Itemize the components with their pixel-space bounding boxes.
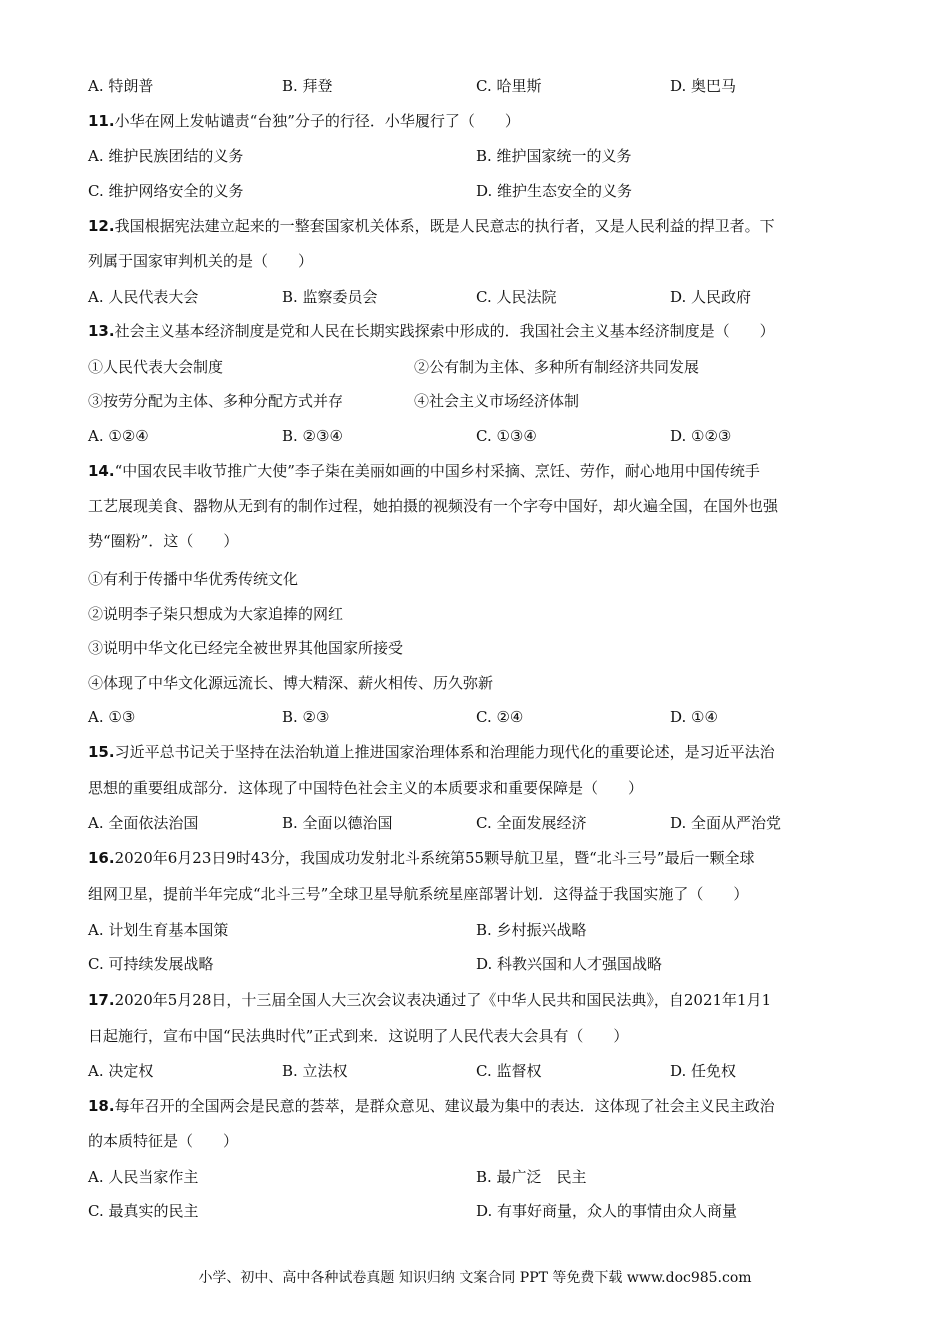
q13-option-a: A. ①②④ bbox=[88, 427, 149, 445]
q15-stem-line-2: 思想的重要组成部分．这体现了中国特色社会主义的本质要求和重要保障是（ ） bbox=[88, 779, 644, 797]
q18-option-d: D. 有事好商量，众人的事情由众人商量 bbox=[476, 1202, 738, 1220]
q15-option-c: C. 全面发展经济 bbox=[476, 814, 587, 832]
q12-stem-line-2: 列属于国家审判机关的是（ ） bbox=[88, 252, 314, 270]
q17-option-b: B. 立法权 bbox=[282, 1062, 348, 1080]
q15-option-d: D. 全面从严治党 bbox=[670, 814, 782, 832]
q12-number: 12. bbox=[88, 217, 115, 235]
q14-option-a: A. ①③ bbox=[88, 708, 136, 726]
q11-number: 11. bbox=[88, 112, 115, 130]
q11-option-d: D. 维护生态安全的义务 bbox=[476, 182, 633, 200]
q14-option-b: B. ②③ bbox=[282, 708, 330, 726]
q13-stem bbox=[88, 321, 775, 341]
q18-option-c: C. 最真实的民主 bbox=[88, 1202, 199, 1220]
q10-option-b: B. 拜登 bbox=[282, 77, 333, 95]
q13-number: 13. bbox=[88, 322, 115, 340]
q11-option-a: A. 维护民族团结的义务 bbox=[88, 147, 244, 165]
q11-option-b: B. 维护国家统一的义务 bbox=[476, 147, 632, 165]
q14-item-4: ④体现了中华文化源远流长、博大精深、薪火相传、历久弥新 bbox=[88, 674, 494, 692]
q14-number: 14. bbox=[88, 462, 115, 480]
q12-stem bbox=[88, 216, 775, 236]
q14-item-2: ②说明李子柒只想成为大家追捧的网红 bbox=[88, 605, 344, 623]
q16-option-c: C. 可持续发展战略 bbox=[88, 955, 214, 973]
q12-option-b: B. 监察委员会 bbox=[282, 288, 378, 306]
q16-option-d: D. 科教兴国和人才强国战略 bbox=[476, 955, 663, 973]
q17-stem bbox=[88, 990, 771, 1010]
q12-option-c: C. 人民法院 bbox=[476, 288, 557, 306]
q15-stem-line-1: 习近平总书记关于坚持在法治轨道上推进国家治理体系和治理能力现代化的重要论述，是习近平法治 bbox=[114, 743, 775, 761]
q14-item-1: ①有利于传播中华优秀传统文化 bbox=[88, 570, 299, 588]
q11-stem bbox=[88, 111, 520, 131]
q14-option-d: D. ①④ bbox=[670, 708, 718, 726]
q13-item-2: ②公有制为主体、多种所有制经济共同发展 bbox=[414, 358, 700, 376]
q14-item-3: ③说明中华文化已经完全被世界其他国家所接受 bbox=[88, 639, 404, 657]
q13-stem-text: 社会主义基本经济制度是党和人民在长期实践探索中形成的．我国社会主义基本经济制度是（ ） bbox=[114, 322, 775, 340]
q17-number: 17. bbox=[88, 991, 115, 1009]
q16-stem-line-1: 2020年6月23日9时43分，我国成功发射北斗系统第55颗导航卫星，暨“北斗三号”最后一颗全球 bbox=[114, 849, 755, 867]
q17-option-c: C. 监督权 bbox=[476, 1062, 542, 1080]
q14-stem-line-3: 势“圈粉”．这（ ） bbox=[88, 532, 239, 550]
q15-stem bbox=[88, 742, 775, 762]
q11-stem-text: 小华在网上发帖谴责“台独”分子的行径．小华履行了（ ） bbox=[114, 112, 520, 130]
q18-stem-line-1: 每年召开的全国两会是民意的荟萃，是群众意见、建议最为集中的表达．这体现了社会主义民主政治 bbox=[114, 1097, 775, 1115]
q13-option-d: D. ①②③ bbox=[670, 427, 732, 445]
q13-item-1: ①人民代表大会制度 bbox=[88, 358, 224, 376]
q17-stem-line-2: 日起施行，宣布中国“民法典时代”正式到来．这说明了人民代表大会具有（ ） bbox=[88, 1027, 629, 1045]
q12-option-a: A. 人民代表大会 bbox=[88, 288, 199, 306]
q14-option-c: C. ②④ bbox=[476, 708, 524, 726]
q12-stem-line-1: 我国根据宪法建立起来的一整套国家机关体系，既是人民意志的执行者，又是人民利益的捍卫者。下 bbox=[114, 217, 775, 235]
q13-item-4: ④社会主义市场经济体制 bbox=[414, 392, 580, 410]
q16-number: 16. bbox=[88, 849, 115, 867]
q18-stem-line-2: 的本质特征是（ ） bbox=[88, 1132, 239, 1150]
q12-option-d: D. 人民政府 bbox=[670, 288, 752, 306]
q15-option-a: A. 全面依法治国 bbox=[88, 814, 199, 832]
q14-stem-line-1: “中国农民丰收节推广大使”李子柒在美丽如画的中国乡村采摘、烹饪、劳作，耐心地用中国传统手 bbox=[114, 462, 760, 480]
q15-option-b: B. 全面以德治国 bbox=[282, 814, 393, 832]
q16-stem-line-2: 组网卫星，提前半年完成“北斗三号”全球卫星导航系统星座部署计划．这得益于我国实施了（ ） bbox=[88, 885, 749, 903]
q17-stem-line-1: 2020年5月28日，十三届全国人大三次会议表决通过了《中华人民共和国民法典》，自2021年1月1 bbox=[114, 991, 772, 1009]
q18-option-b: B. 最广泛 民主 bbox=[476, 1168, 587, 1186]
q17-option-d: D. 任免权 bbox=[670, 1062, 737, 1080]
q14-stem bbox=[88, 461, 760, 481]
q18-option-a: A. 人民当家作主 bbox=[88, 1168, 199, 1186]
q11-option-c: C. 维护网络安全的义务 bbox=[88, 182, 244, 200]
page-footer: 小学、初中、高中各种试卷真题 知识归纳 文案合同 PPT 等免费下载 www.doc985.com bbox=[198, 1270, 752, 1286]
q14-stem-line-2: 工艺展现美食、器物从无到有的制作过程，她拍摄的视频没有一个字夸中国好，却火遍全国，在国外也强 bbox=[88, 497, 779, 515]
q10-option-c: C. 哈里斯 bbox=[476, 77, 542, 95]
q15-number: 15. bbox=[88, 743, 115, 761]
q10-option-a: A. 特朗普 bbox=[88, 77, 154, 95]
q13-option-b: B. ②③④ bbox=[282, 427, 343, 445]
q17-option-a: A. 决定权 bbox=[88, 1062, 154, 1080]
q16-stem bbox=[88, 848, 754, 868]
q16-option-b: B. 乡村振兴战略 bbox=[476, 921, 587, 939]
q16-option-a: A. 计划生育基本国策 bbox=[88, 921, 229, 939]
q10-option-d: D. 奥巴马 bbox=[670, 77, 737, 95]
q13-option-c: C. ①③④ bbox=[476, 427, 537, 445]
q13-item-3: ③按劳分配为主体、多种分配方式并存 bbox=[88, 392, 344, 410]
q18-stem bbox=[88, 1096, 775, 1116]
q18-number: 18. bbox=[88, 1097, 115, 1115]
